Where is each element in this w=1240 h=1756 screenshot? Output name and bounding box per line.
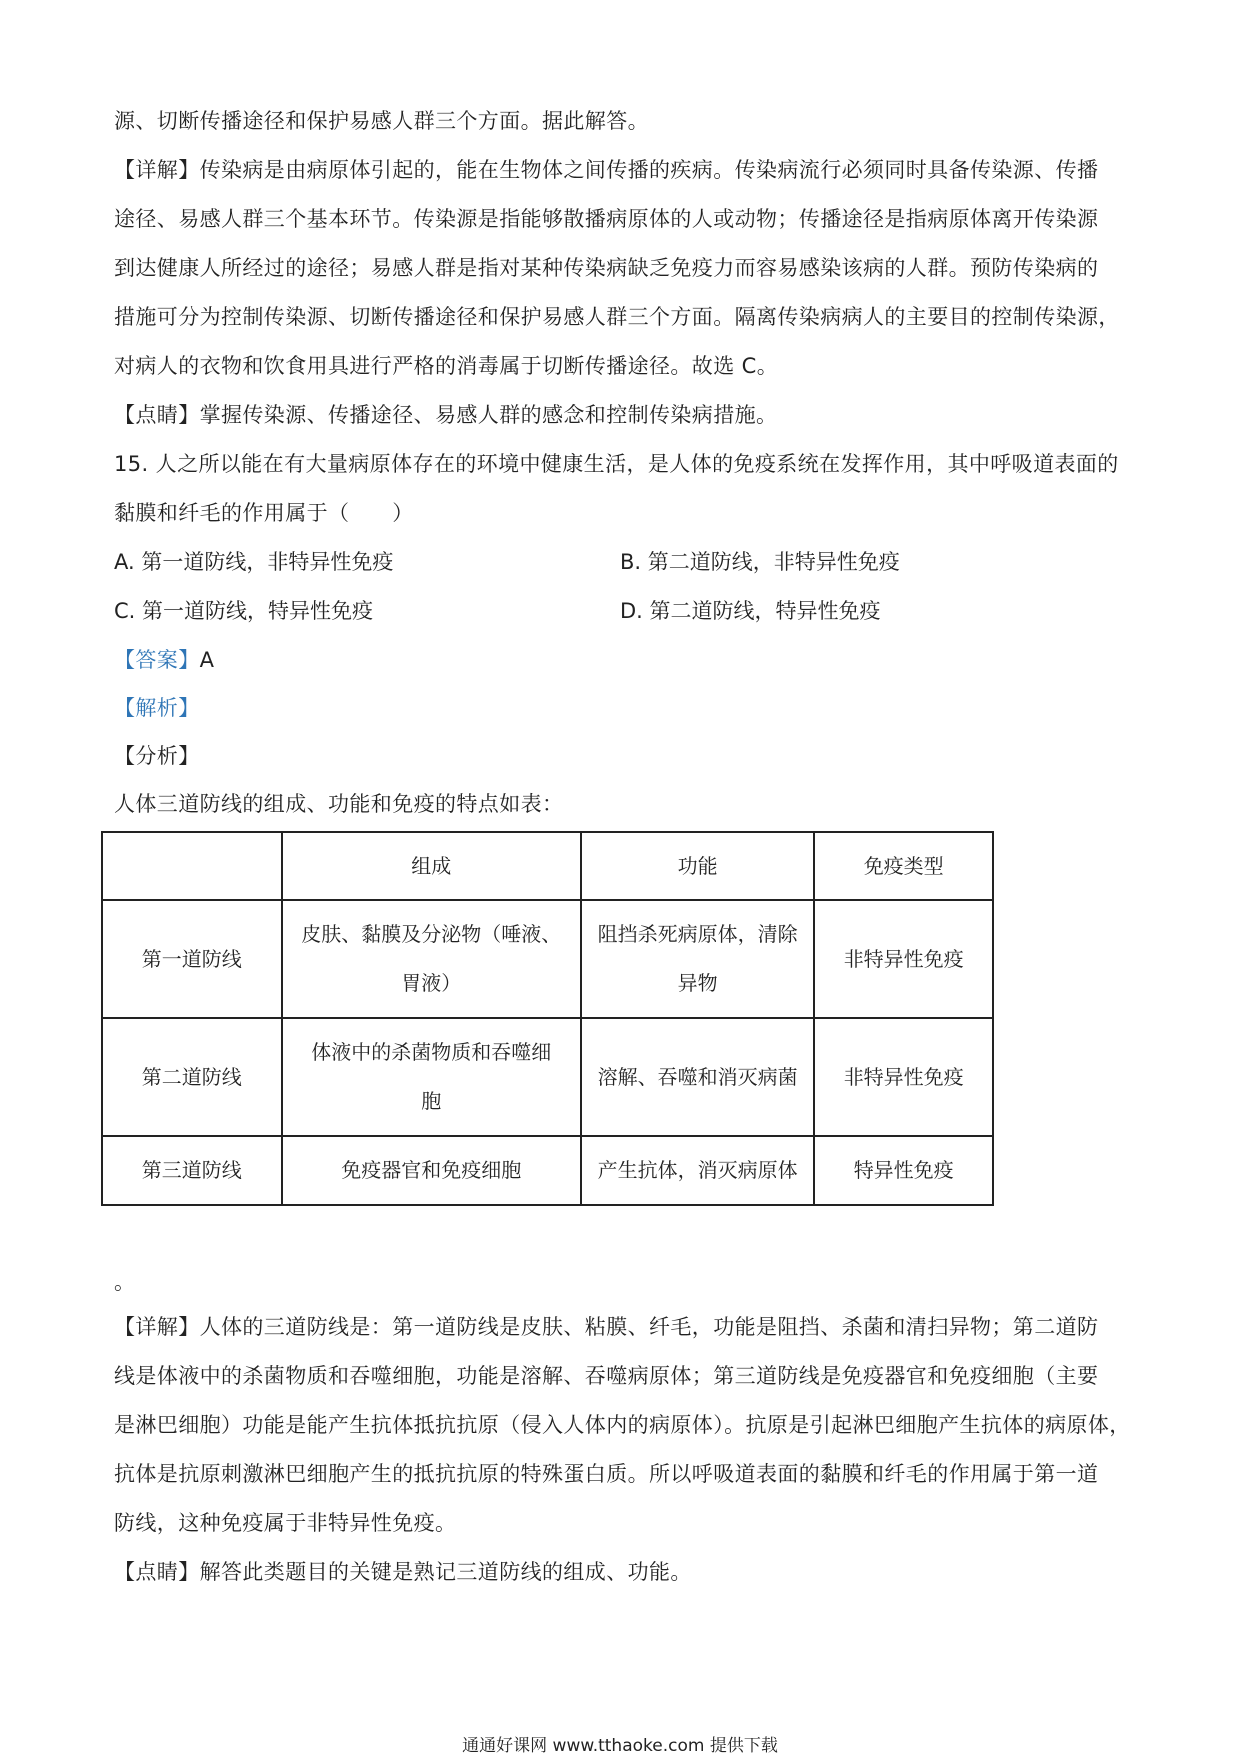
detail-paragraph-line-2: 途径、易感人群三个基本环节。传染源是指能够散播病原体的人或动物；传播途径是指病原体离开传染源 xyxy=(114,207,1099,231)
cell-line: 胞 xyxy=(421,1089,442,1113)
detail2-tag: 【详解】 xyxy=(114,1315,200,1339)
tip-tag: 【点睛】 xyxy=(114,403,200,427)
detail2-text: 人体的三道防线是：第一道防线是皮肤、粘膜、纤毛，功能是阻挡、杀菌和清扫异物；第二道防 xyxy=(199,1315,1099,1339)
detail2-line-1 xyxy=(114,1313,1134,1341)
detail2-line-5: 防线，这种免疫属于非特异性免疫。 xyxy=(114,1511,457,1535)
tip-paragraph xyxy=(114,401,1134,429)
answer-label: 【答案】 xyxy=(114,648,200,672)
cell-line: 胃液） xyxy=(401,971,462,995)
cell-line: 阻挡杀死病原体，清除 xyxy=(597,922,798,946)
table-header-row xyxy=(102,832,993,900)
cell-line: 体液中的杀菌物质和吞噬细 xyxy=(311,1040,552,1064)
table-header-cell xyxy=(102,832,282,900)
table-intro: 人体三道防线的组成、功能和免疫的特点如表： xyxy=(114,792,564,816)
analysis-label: 【解析】 xyxy=(114,696,200,720)
table-cell-function: 产生抗体，消灭病原体 xyxy=(581,1136,814,1205)
table-cell-type: 非特异性免疫 xyxy=(814,1018,993,1136)
table-header-cell: 免疫类型 xyxy=(814,832,993,900)
paragraph-line: 源、切断传播途径和保护易感人群三个方面。据此解答。 xyxy=(114,109,649,133)
table-cell-name: 第三道防线 xyxy=(102,1136,282,1205)
option-b: B. 第二道防线，非特异性免疫 xyxy=(620,550,900,574)
table-row xyxy=(102,1018,993,1136)
tip2-text: 解答此类题目的关键是熟记三道防线的组成、功能。 xyxy=(199,1560,692,1584)
detail-paragraph-line-3: 到达健康人所经过的途径；易感人群是指对某种传染病缺乏免疫力而容易感染该病的人群。预防传染病的 xyxy=(114,256,1099,280)
question-stem-line-1: 15. 人之所以能在有大量病原体存在的环境中健康生活，是人体的免疫系统在发挥作用，其中呼吸道表面的 xyxy=(114,452,1119,476)
option-a: A. 第一道防线，非特异性免疫 xyxy=(114,550,394,574)
tip-text: 掌握传染源、传播途径、易感人群的感念和控制传染病措施。 xyxy=(199,403,778,427)
fenxi-label: 【分析】 xyxy=(114,744,200,768)
table-row xyxy=(102,1136,993,1205)
table-row xyxy=(102,900,993,1018)
cell-line: 皮肤、黏膜及分泌物（唾液、 xyxy=(301,922,562,946)
option-d: D. 第二道防线，特异性免疫 xyxy=(620,599,881,623)
detail2-line-4: 抗体是抗原刺激淋巴细胞产生的抵抗抗原的特殊蛋白质。所以呼吸道表面的黏膜和纤毛的作用属于第一道 xyxy=(114,1462,1099,1486)
detail2-line-2: 线是体液中的杀菌物质和吞噬细胞，功能是溶解、吞噬病原体；第三道防线是免疫器官和免疫细胞（主要 xyxy=(114,1364,1099,1388)
tip2-tag: 【点睛】 xyxy=(114,1560,200,1584)
table-cell-type: 特异性免疫 xyxy=(814,1136,993,1205)
cell-line: 异物 xyxy=(677,971,718,995)
table-cell-composition xyxy=(282,1018,581,1136)
tip2-paragraph xyxy=(114,1558,1134,1586)
detail-paragraph-line-5: 对病人的衣物和饮食用具进行严格的消毒属于切断传播途径。故选 C。 xyxy=(114,354,779,378)
table-cell-composition: 免疫器官和免疫细胞 xyxy=(282,1136,581,1205)
table-cell-function: 溶解、吞噬和消灭病菌 xyxy=(581,1018,814,1136)
table-header-cell: 组成 xyxy=(282,832,581,900)
table-cell-name: 第一道防线 xyxy=(102,900,282,1018)
detail-tag: 【详解】 xyxy=(114,158,200,182)
table-header-cell: 功能 xyxy=(581,832,814,900)
table-cell-name: 第二道防线 xyxy=(102,1018,282,1136)
table-cell-function xyxy=(581,900,814,1018)
answer-value: A xyxy=(199,648,215,672)
detail-paragraph-line-1 xyxy=(114,156,1134,184)
table-cell-composition xyxy=(282,900,581,1018)
detail2-line-3: 是淋巴细胞）功能是能产生抗体抵抗抗原（侵入人体内的病原体）。抗原是引起淋巴细胞产生抗体的病原体， xyxy=(114,1413,1131,1437)
question-stem-line-2: 黏膜和纤毛的作用属于（ ） xyxy=(114,501,414,525)
answer-line xyxy=(114,646,1134,674)
detail-paragraph-line-4: 措施可分为控制传染源、切断传播途径和保护易感人群三个方面。隔离传染病病人的主要目的控制传染源， xyxy=(114,305,1120,329)
table-cell-type: 非特异性免疫 xyxy=(814,900,993,1018)
option-c: C. 第一道防线，特异性免疫 xyxy=(114,599,374,623)
after-table-mark: 。 xyxy=(114,1270,136,1294)
defense-table xyxy=(101,831,994,1206)
page-footer: 通通好课网 www.tthaoke.com 提供下载 xyxy=(462,1736,778,1756)
detail-text: 传染病是由病原体引起的，能在生物体之间传播的疾病。传染病流行必须同时具备传染源、传播 xyxy=(199,158,1099,182)
